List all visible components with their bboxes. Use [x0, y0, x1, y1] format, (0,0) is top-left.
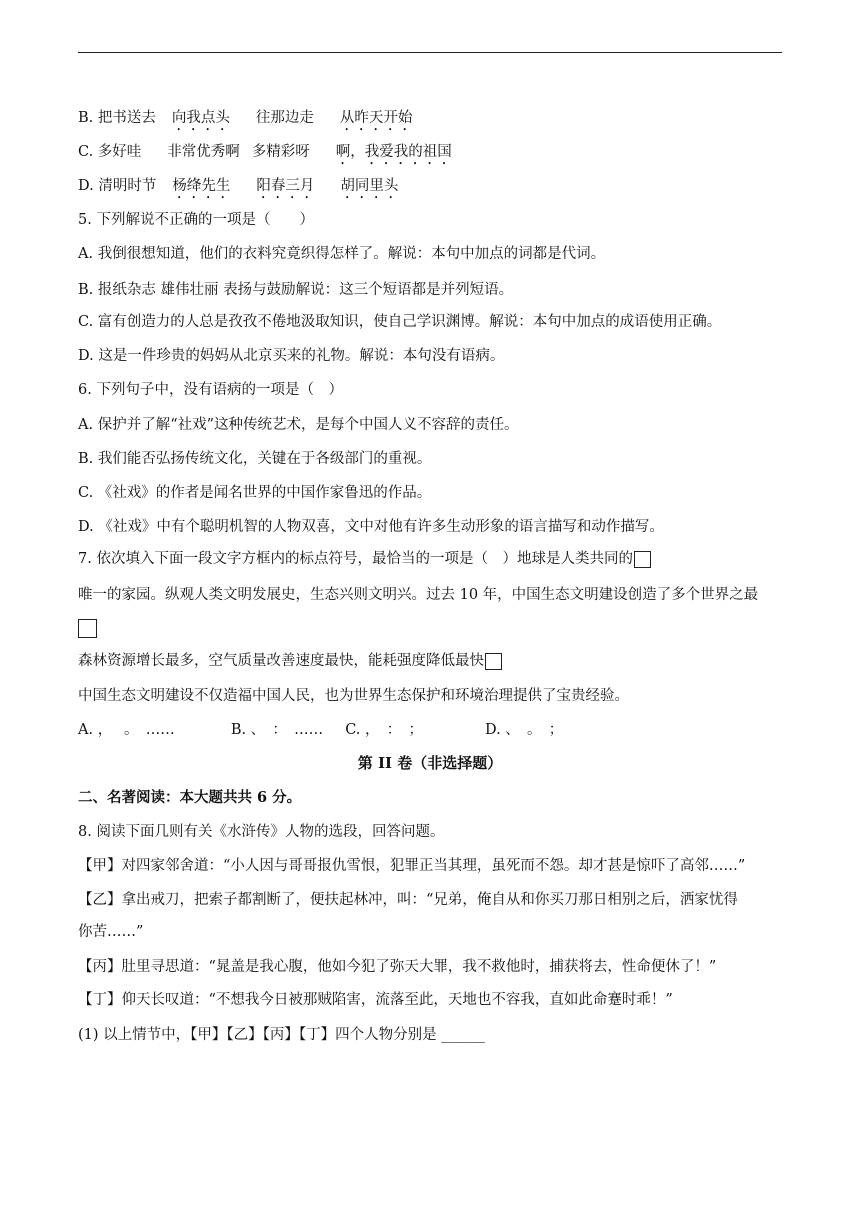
header-rule — [78, 52, 782, 53]
blank-box-3 — [485, 653, 502, 670]
q6-option-c: C. 《社戏》的作者是闻名世界的中国作家鲁迅的作品。 — [78, 485, 432, 501]
q5-option-b: B. 报纸杂志 雄伟壮丽 表扬与鼓励解说：这三个短语都是并列短语。 — [78, 282, 514, 298]
section-title: 第 II 卷（非选择题） — [357, 754, 503, 772]
q7-option-a: A. ， 。 …… — [78, 722, 175, 738]
q7-option-c: C. ， ： ； — [345, 722, 423, 738]
q6-stem: 6. 下列句子中，没有语病的一项是（ ） — [78, 382, 343, 398]
blank-box-2 — [78, 619, 97, 638]
q4-d-phrase-4: 胡同里头 — [340, 178, 399, 194]
q4-b-phrase-2: 向我点头 — [171, 110, 230, 126]
q5-option-c: C. 富有创造力的人总是孜孜不倦地汲取知识，使自己学识渊博。解说：本句中加点的成语使用正确。 — [78, 314, 722, 330]
q7-options — [78, 720, 563, 740]
q6-option-d: D. 《社戏》中有个聪明机智的人物双喜，文中对他有许多生动形象的语言描写和动作描写。 — [78, 519, 664, 535]
q4-d-phrase-2: 杨绛先生 — [172, 178, 231, 194]
q7-stem: 7. 依次填入下面一段文字方框内的标点符号，最恰当的一项是（ ）地球是人类共同的 — [78, 549, 651, 569]
q7-passage-line-4: 中国生态文明建设不仅造福中国人民，也为世界生态保护和环境治理提供了宝贵经验。 — [78, 688, 629, 704]
q7-passage-line-3: 森林资源增长最多，空气质量改善速度最快，能耗强度降低最快 — [78, 651, 502, 671]
q4-option-b: B. 把书送去 向我点头 往那边走 从昨天开始 — [78, 110, 413, 126]
q8-stem: 8. 阅读下面几则有关《水浒传》人物的选段，回答问题。 — [78, 824, 445, 840]
q5-stem: 5. 下列解说不正确的一项是（ ） — [78, 212, 314, 228]
q6-option-a: A. 保护并了解“社戏”这种传统艺术，是每个中国人义不容辞的责任。 — [78, 417, 519, 433]
q8-subquestion-1: (1) 以上情节中，【甲】【乙】【丙】【丁】四个人物分别是 ______ — [78, 1027, 485, 1043]
q4-c-phrase-4: 啊，我爱我的祖国 — [335, 144, 452, 160]
part-heading: 二、名著阅读：本大题共共 6 分。 — [78, 789, 302, 806]
q4-b-phrase-1: 把书送去 — [97, 110, 156, 126]
q7-option-b: B. 、 ： …… — [230, 722, 324, 738]
q8-excerpt-yi-line-1: 【乙】拿出戒刀，把索子都割断了，便扶起林冲，叫：“兄弟，俺自从和你买刀那日相别之后，洒家忧得 — [78, 892, 738, 908]
q7-passage-line-2: 唯一的家园。纵观人类文明发展史，生态兴则文明兴。过去 10 年，中国生态文明建设创造了多个世界之最 — [78, 587, 759, 603]
q4-option-d: D. 清明时节 杨绛先生 阳春三月 胡同里头 — [78, 178, 399, 194]
q4-c-phrase-3: 多精彩呀 — [251, 144, 310, 160]
q4-option-c: C. 多好哇 非常优秀啊 多精彩呀 啊，我爱我的祖国 — [78, 144, 452, 160]
q5-option-a: A. 我倒很想知道，他们的衣料究竟织得怎样了。解说：本句中加点的词都是代词。 — [78, 246, 606, 262]
q4-d-phrase-1: 清明时节 — [98, 178, 157, 194]
q4-b-phrase-4: 从昨天开始 — [339, 110, 413, 126]
q4-b-phrase-3: 往那边走 — [255, 110, 314, 126]
q5-option-d: D. 这是一件珍贵的妈妈从北京买来的礼物。解说：本句没有语病。 — [78, 348, 505, 364]
q8-excerpt-yi-line-2: 你苦……” — [78, 924, 144, 940]
q8-excerpt-bing: 【丙】肚里寻思道：“晁盖是我心腹，他如今犯了弥天大罪，我不救他时，捕获将去，性命便休了！” — [78, 959, 717, 975]
q4-d-phrase-3: 阳春三月 — [256, 178, 315, 194]
q8-excerpt-ding: 【丁】仰天长叹道：“不想我今日被那贼陷害，流落至此，天地也不容我，直如此命蹇时乖！” — [78, 992, 673, 1008]
q4-c-phrase-2: 非常优秀啊 — [167, 144, 240, 160]
q6-option-b: B. 我们能否弘扬传统文化，关键在于各级部门的重视。 — [78, 451, 432, 467]
q8-excerpt-jia: 【甲】对四家邻舍道：“小人因与哥哥报仇雪恨，犯罪正当其理，虽死而不怨。却才甚是惊吓了高邻……” — [78, 858, 746, 874]
q4-c-phrase-1: 多好哇 — [97, 144, 142, 160]
blank-box-1 — [634, 551, 651, 568]
q7-option-d: D. 、 。 ； — [484, 722, 564, 738]
